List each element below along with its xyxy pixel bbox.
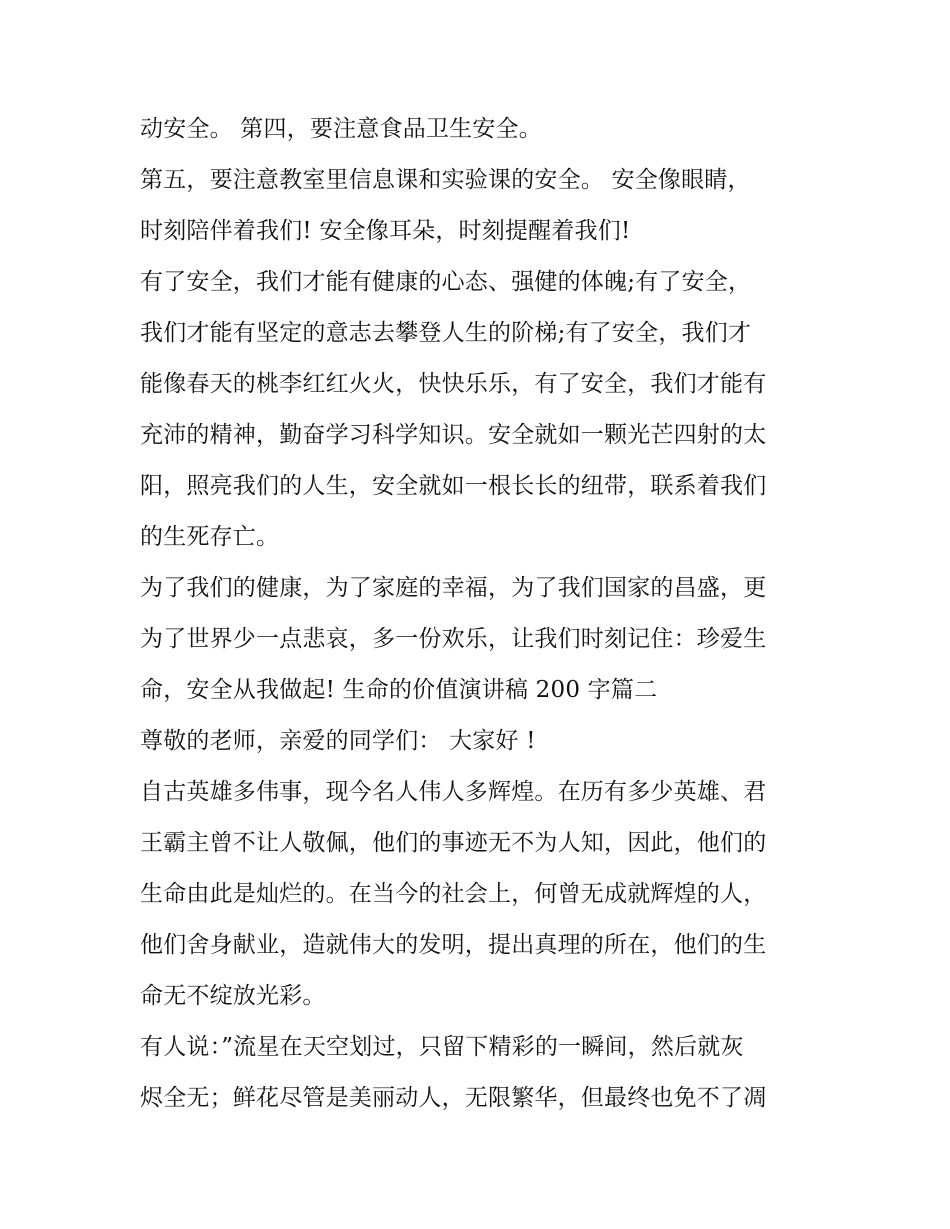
text-line: 阳，照亮我们的人生，安全就如一根长长的纽带，联系着我们 [140, 473, 767, 499]
text-line: 尊敬的老师，亲爱的同学们： 大家好 ! [140, 728, 536, 754]
text-line: 充沛的精神，勤奋学习科学知识。安全就如一颗光芒四射的太 [140, 422, 767, 448]
text-line: 的生死存亡。 [140, 524, 280, 550]
text-line: 命，安全从我做起! 生命的价值演讲稿 200 字篇二 [140, 677, 658, 703]
text-line: 动安全。 第四，要注意食品卫生安全。 [140, 116, 542, 142]
body-text [140, 104, 840, 1124]
text-line: 烬全无；鲜花尽管是美丽动人，无限繁华，但最终也免不了凋 [140, 1085, 767, 1111]
text-line: 命无不绽放光彩。 [140, 983, 326, 1009]
text-line: 王霸主曾不让人敬佩，他们的事迹无不为人知，因此，他们的 [140, 830, 767, 856]
text-line: 我们才能有坚定的意志去攀登人生的阶梯;有了安全，我们才 [140, 320, 752, 346]
text-line: 有人说：”流星在天空划过，只留下精彩的一瞬间，然后就灰 [140, 1034, 744, 1060]
text-line: 有了安全，我们才能有健康的心态、强健的体魄;有了安全， [140, 269, 752, 295]
text-line: 第五，要注意教室里信息课和实验课的安全。 安全像眼睛， [140, 167, 751, 193]
text-line: 为了世界少一点悲哀，多一份欢乐，让我们时刻记住：珍爱生 [140, 626, 767, 652]
text-line: 能像春天的桃李红红火火，快快乐乐，有了安全，我们才能有 [140, 371, 767, 397]
text-line: 时刻陪伴着我们! 安全像耳朵，时刻提醒着我们! [140, 218, 631, 244]
text-line: 生命由此是灿烂的。在当今的社会上，何曾无成就辉煌的人， [140, 881, 767, 907]
text-line: 他们舍身献业，造就伟大的发明，提出真理的所在，他们的生 [140, 932, 767, 958]
text-line: 自古英雄多伟事，现今名人伟人多辉煌。在历有多少英雄、君 [140, 779, 767, 805]
text-line: 为了我们的健康，为了家庭的幸福，为了我们国家的昌盛，更 [140, 575, 767, 601]
